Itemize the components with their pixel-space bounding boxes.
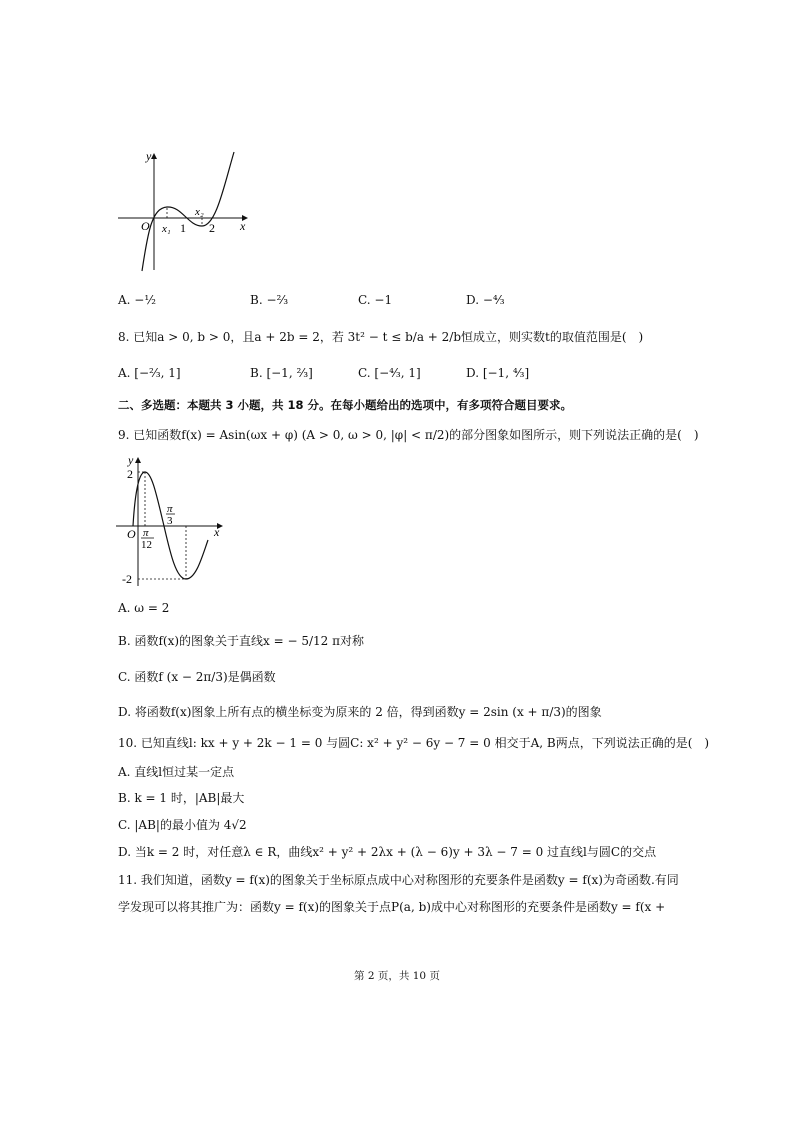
q7-option-a[interactable]: A. −½ — [118, 293, 156, 307]
q7-option-d[interactable]: D. −⁴⁄₃ — [466, 293, 505, 307]
q9-option-d[interactable]: D. 将函数f(x)图象上所有点的横坐标变为原来的 2 倍，得到函数y = 2sin (x + π/3)的图象 — [118, 705, 602, 719]
label-x1: x₁ — [162, 223, 171, 235]
q11-line-1: 11. 我们知道，函数y = f(x)的图象关于坐标原点成中心对称图形的充要条件是函数y = f(x)为奇函数.有同 — [118, 873, 679, 887]
label-origin: O — [141, 219, 150, 233]
page-footer: 第 2 页，共 10 页 — [354, 970, 440, 982]
q8-option-a[interactable]: A. [−⅔, 1] — [118, 366, 181, 380]
label-two: 2 — [209, 221, 215, 235]
q8-option-d[interactable]: D. [−1, ⁴⁄₃] — [466, 366, 530, 380]
q8-option-c[interactable]: C. [−⁴⁄₃, 1] — [358, 366, 421, 380]
q8-option-b[interactable]: B. [−1, ⅔] — [250, 366, 313, 380]
q9-option-a[interactable]: A. ω = 2 — [118, 601, 170, 615]
q9-option-c[interactable]: C. 函数f (x − 2π/3)是偶函数 — [118, 670, 276, 684]
label-pi-over-12-num: π — [143, 527, 149, 539]
cubic-graph-figure — [112, 146, 257, 274]
q9-stem: 9. 已知函数f(x) = Asin(ωx + φ) (A > 0, ω > 0, |φ| < π/2)的部分图象如图所示，则下列说法正确的是( ) — [118, 428, 699, 442]
q11-line-2: 学发现可以将其推广为：函数y = f(x)的图象关于点P(a, b)成中心对称图形的充要条件是函数y = f(x + — [118, 900, 666, 914]
label-two: 2 — [127, 467, 133, 481]
label-pi-over-3-den: 3 — [167, 515, 173, 527]
q10-stem: 10. 已知直线l: kx + y + 2k − 1 = 0 与圆C: x² + y² − 6y − 7 = 0 相交于A, B两点，下列说法正确的是( ) — [118, 736, 710, 750]
section-heading-multiple-choice: 二、多选题：本题共 3 小题，共 18 分。在每小题给出的选项中，有多项符合题目要求。 — [118, 398, 573, 412]
q8-stem: 8. 已知a > 0, b > 0，且a + 2b = 2，若 3t² − t ≤ b/a + 2/b恒成立，则实数t的取值范围是( ) — [118, 330, 644, 344]
label-y: y — [128, 453, 134, 467]
cubic-curve — [142, 152, 234, 271]
label-one: 1 — [180, 221, 186, 235]
label-pi-over-3-num: π — [167, 503, 173, 515]
label-origin: O — [127, 527, 136, 541]
label-x: x — [214, 525, 220, 539]
label-x: x — [240, 219, 246, 233]
label-y: y — [146, 149, 152, 163]
q10-option-d[interactable]: D. 当k = 2 时，对任意λ ∈ R，曲线x² + y² + 2λx + (λ − 6)y + 3λ − 7 = 0 过直线l与圆C的交点 — [118, 845, 657, 859]
q10-option-a[interactable]: A. 直线l恒过某一定点 — [118, 765, 235, 779]
q10-option-c[interactable]: C. |AB|的最小值为 4√2 — [118, 818, 247, 832]
q7-option-b[interactable]: B. −⅔ — [250, 293, 289, 307]
label-neg-two: -2 — [122, 572, 132, 586]
q7-option-c[interactable]: C. −1 — [358, 293, 393, 307]
label-pi-over-12-den: 12 — [141, 539, 152, 551]
q10-option-b[interactable]: B. k = 1 时，|AB|最大 — [118, 791, 245, 805]
q9-option-b[interactable]: B. 函数f(x)的图象关于直线x = − 5/12 π对称 — [118, 634, 364, 648]
label-x2: x₂ — [195, 206, 204, 218]
sine-graph-figure — [112, 452, 230, 588]
